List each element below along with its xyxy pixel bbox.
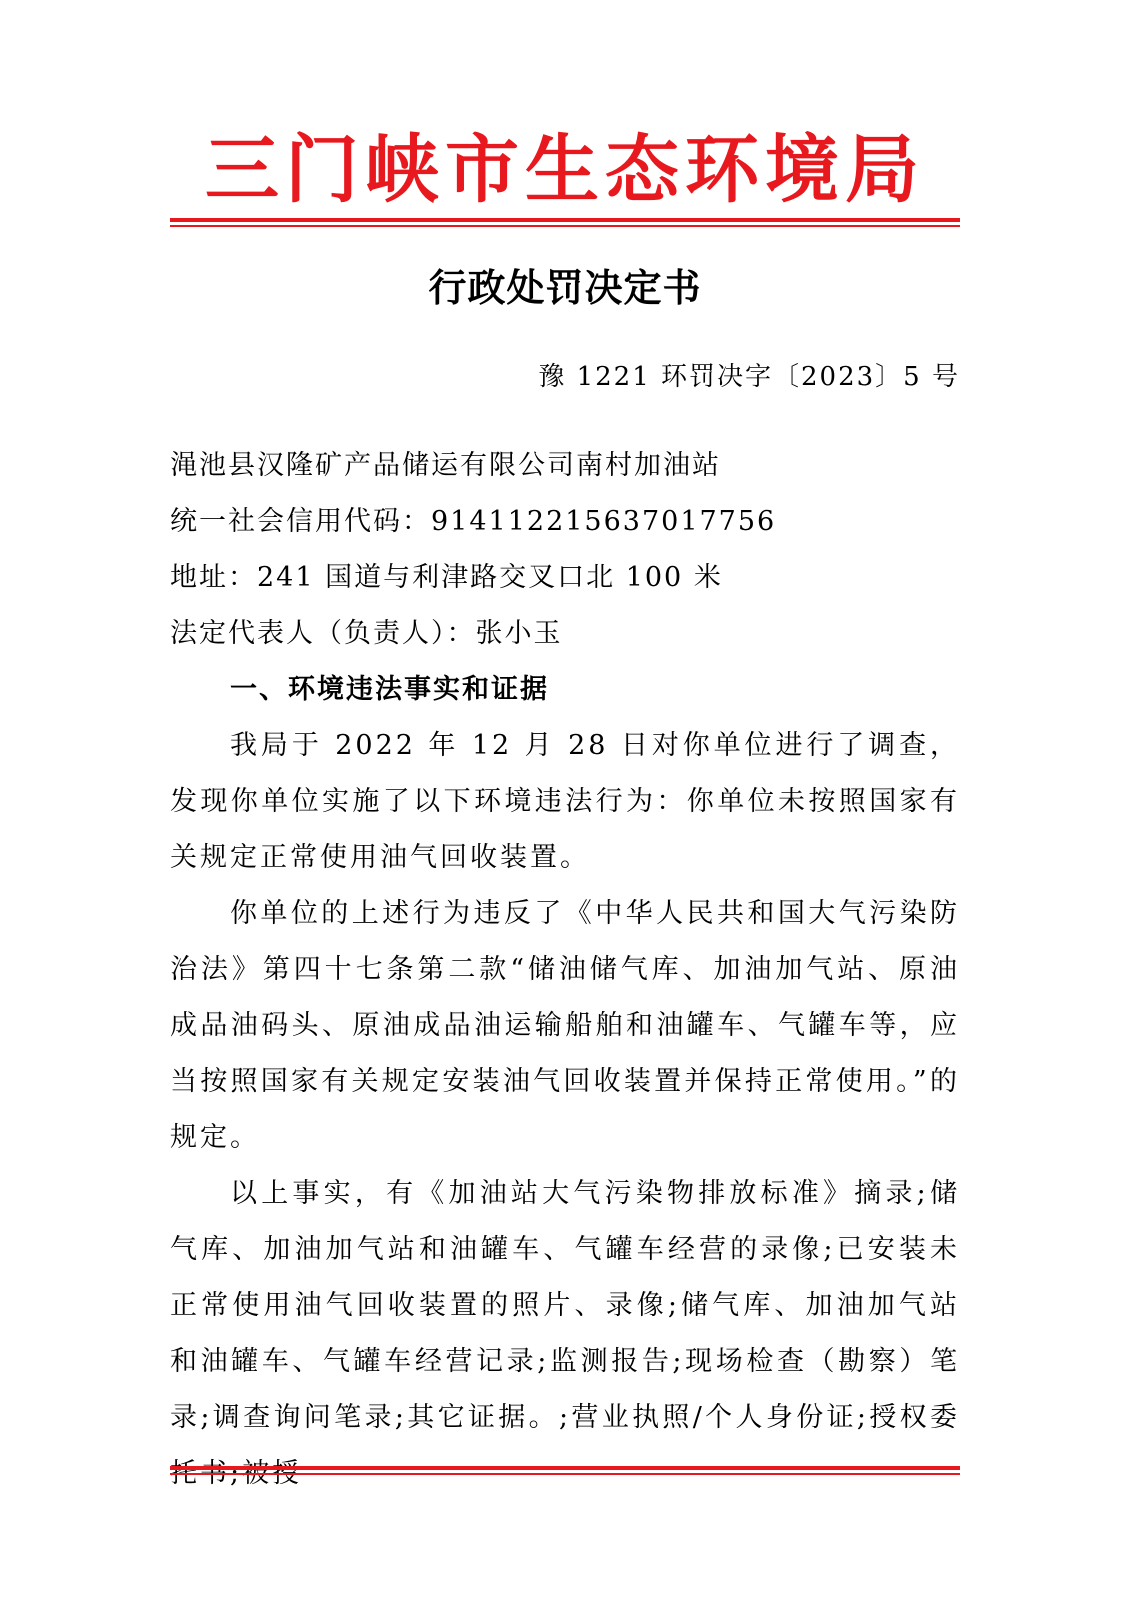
header-red-rule (170, 218, 960, 227)
header-rule-thin (170, 225, 960, 227)
organization-title: 三门峡市生态环境局 (205, 127, 925, 213)
footer-rule-thin (170, 1473, 960, 1475)
evidence-paragraph: 以上事实，有《加油站大气污染物排放标准》摘录;储气库、加油加气站和油罐车、气罐车经营的录像;已安装未正常使用油气回收装置的照片、录像;储气库、加油加气站和油罐车、气罐车经营记录;监测报告;现场检查（勘察）笔录;调查询问笔录;其它证据。;营业执照/个人身份证;授权委 (170, 1178, 960, 1433)
section-heading: 一、环境违法事实和证据 (230, 674, 549, 705)
violation-paragraph: 你单位的上述行为违反了《中华人民共和国大气污染防治法》第四十七条第二款“储油储气库、加油加气站、原油成品油码头、原油成品油运输船舶和油罐车、气罐车等，应当按照国家有关规定安装油气回收装置并保持正常使用。”的规定。 (170, 898, 960, 1153)
document-body (170, 438, 960, 1502)
document-number: 豫 1221 环罚决字〔2023〕5 号 (538, 362, 960, 392)
fact-paragraph: 我局于 2022 年 12 月 28 日对你单位进行了调查，发现你单位实施了以下环境违法行为：你单位未按照国家有关规定正常使用油气回收装置。 (170, 730, 960, 873)
credit-code: 统一社会信用代码：914112215637017756 (170, 506, 777, 537)
party-address: 地址：241 国道与利津路交叉口北 100 米 (170, 562, 723, 593)
party-name: 渑池县汉隆矿产品储运有限公司南村加油站 (170, 450, 721, 481)
footer-red-rule (170, 1466, 960, 1475)
document-title: 行政处罚决定书 (428, 265, 702, 310)
legal-representative: 法定代表人（负责人）：张小玉 (170, 618, 563, 649)
